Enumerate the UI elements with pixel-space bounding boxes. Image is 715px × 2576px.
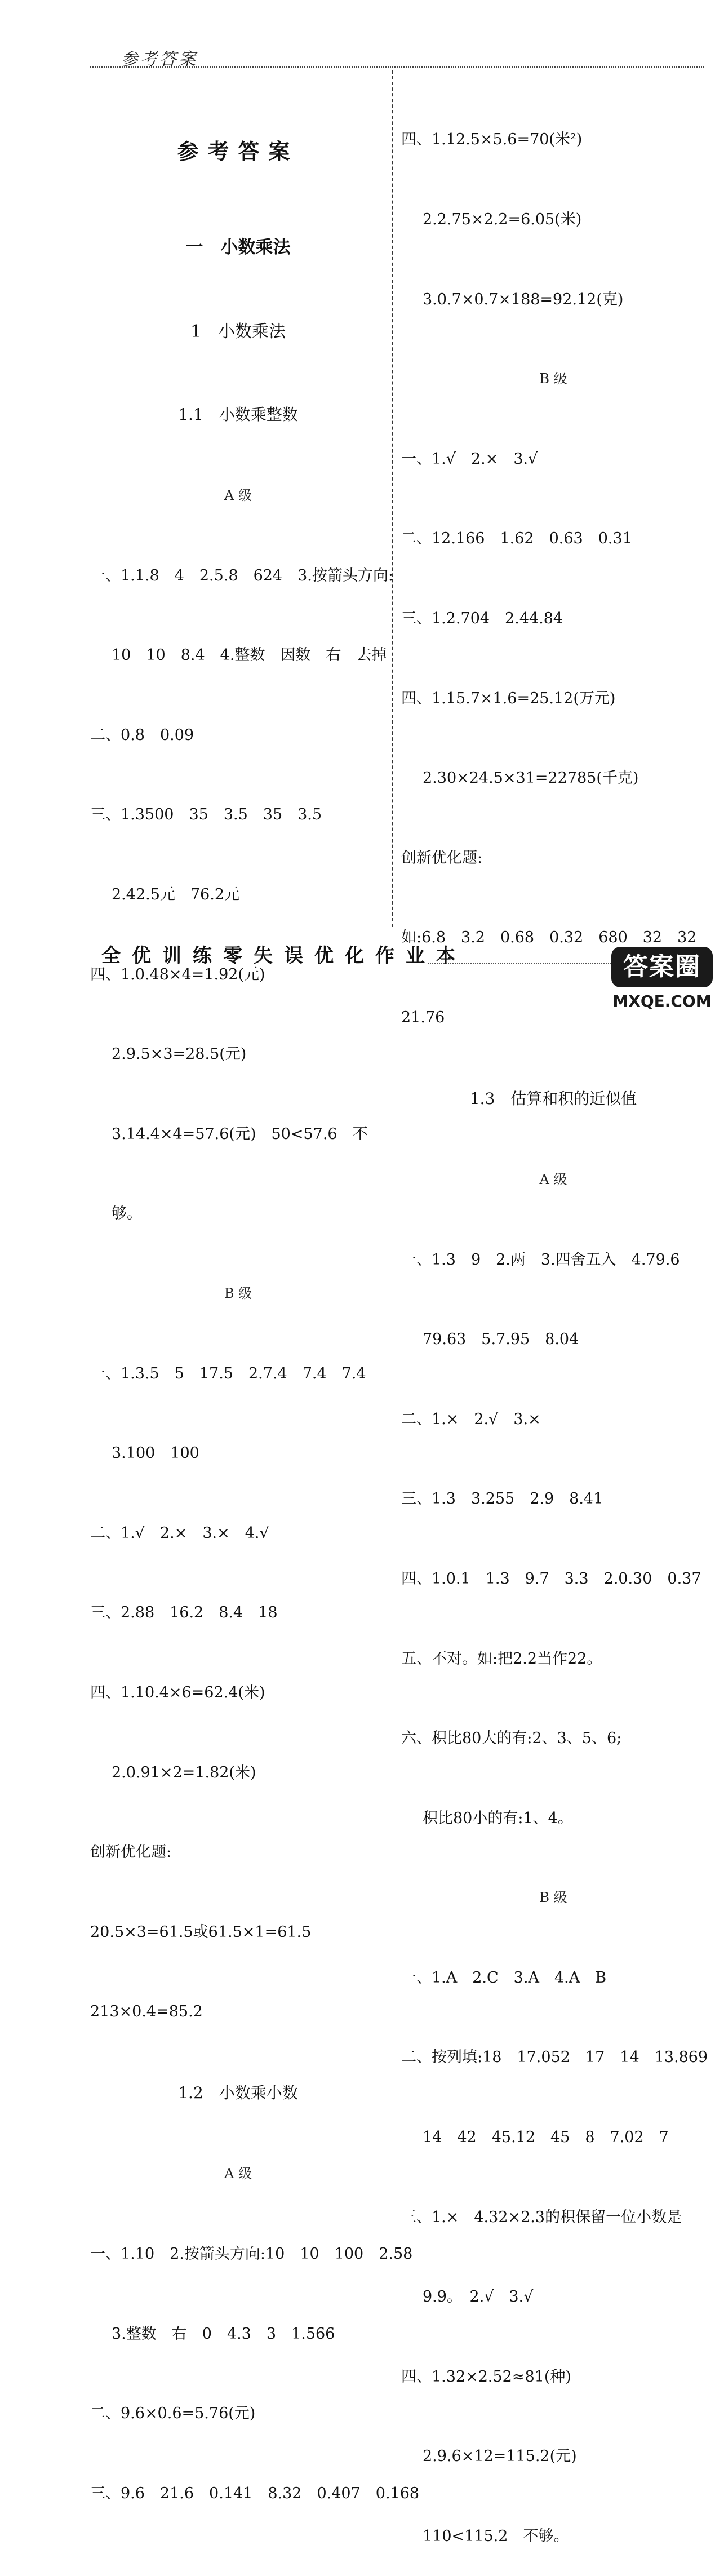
- answer-line: 三、9.6 21.6 0.141 8.32 0.407 0.168: [90, 2484, 420, 2502]
- subsection-heading: 1.2 小数乘小数: [178, 2083, 298, 2102]
- answer-line: 三、1.× 4.32×2.3的积保留一位小数是: [401, 2208, 682, 2226]
- answer-line: 2.2.75×2.2=6.05(米): [423, 211, 582, 228]
- column-divider: [392, 70, 393, 927]
- left-column: [90, 73, 420, 2533]
- answer-line: 213×0.4=85.2: [90, 2003, 203, 2021]
- answer-line: 二、12.166 1.62 0.63 0.31: [401, 530, 632, 548]
- level-label: B 级: [539, 371, 567, 387]
- answer-line: 四、1.15.7×1.6=25.12(万元): [401, 689, 616, 707]
- answer-line: 四、1.0.1 1.3 9.7 3.3 2.0.30 0.37: [401, 1569, 701, 1588]
- answer-line: 一、1.3.5 5 17.5 2.7.4 7.4 7.4: [90, 1364, 366, 1382]
- answer-line: 2.0.91×2=1.82(米): [112, 1763, 256, 1781]
- footer-series-title: 全优训练零失误优化作业本: [101, 945, 467, 967]
- answer-line: 一、1.√ 2.× 3.√: [401, 450, 538, 468]
- answer-line: 三、2.88 16.2 8.4 18: [90, 1604, 278, 1622]
- answer-line: 四、1.0.48×4=1.92(元): [90, 965, 265, 983]
- answer-line: 三、1.2.704 2.44.84: [401, 609, 563, 627]
- answer-line: 二、1.× 2.√ 3.×: [401, 1410, 541, 1428]
- answer-line: 四、1.32×2.52≈81(种): [401, 2367, 571, 2386]
- subsection-heading: 1.1 小数乘整数: [178, 405, 298, 424]
- answer-line: 14 42 45.12 45 8 7.02 7: [423, 2129, 669, 2147]
- answer-line: 创新优化题:: [401, 849, 483, 867]
- answer-line: 如:6.8 3.2 0.68 0.32 680 32 32: [401, 929, 697, 947]
- level-label: A 级: [539, 1171, 567, 1187]
- page-title: 参考答案: [177, 139, 299, 165]
- watermark-logo: [611, 947, 713, 1012]
- answer-line: 20.5×3=61.5或61.5×1=61.5: [90, 1923, 312, 1941]
- section-heading: 1 小数乘法: [190, 322, 286, 342]
- footer-rule: [428, 963, 620, 964]
- level-label: A 级: [224, 487, 252, 504]
- answer-line: 2.30×24.5×31=22785(千克): [423, 769, 639, 787]
- answer-line: 二、9.6×0.6=5.76(元): [90, 2405, 256, 2423]
- header-title: 参考答案: [121, 50, 198, 69]
- level-label: B 级: [539, 1890, 567, 1906]
- answer-line: 二、1.√ 2.× 3.× 4.√: [90, 1524, 269, 1542]
- subsection-heading: 1.3 估算和积的近似值: [469, 1089, 637, 1108]
- answer-line: 五、不对。如:把2.2当作22。: [401, 1650, 602, 1668]
- answer-line: 四、1.12.5×5.6=70(米²): [401, 131, 583, 149]
- answer-line: 10 10 8.4 4.整数 因数 右 去掉: [112, 646, 387, 664]
- right-column: [401, 73, 708, 2576]
- answer-line: 2.9.5×3=28.5(元): [112, 1045, 247, 1063]
- answer-line: 3.0.7×0.7×188=92.12(克): [423, 290, 624, 308]
- answer-line: 21.76: [401, 1008, 445, 1026]
- chapter-heading: 一 小数乘法: [185, 237, 291, 258]
- answer-line: 一、1.3 9 2.两 3.四舍五入 4.79.6: [401, 1251, 680, 1269]
- watermark-logo-url: MXQE.COM: [612, 992, 712, 1010]
- answer-line: 3.整数 右 0 4.3 3 1.566: [112, 2325, 335, 2343]
- answer-line: 二、0.8 0.09: [90, 726, 194, 744]
- answer-line: 三、1.3 3.255 2.9 8.41: [401, 1490, 603, 1508]
- watermark-logo-text: 答案圈: [611, 947, 713, 987]
- answer-line: 一、1.1.8 4 2.5.8 624 3.按箭头方向:: [90, 566, 393, 584]
- answer-line: 2.42.5元 76.2元: [112, 886, 239, 903]
- answer-line: 二、按列填:18 17.052 17 14 13.869: [401, 2049, 708, 2067]
- answer-line: 积比80小的有:1、4。: [423, 1809, 573, 1827]
- answer-line: 四、1.10.4×6=62.4(米): [90, 1683, 265, 1701]
- answer-line: 3.100 100: [112, 1444, 199, 1462]
- answer-line: 3.14.4×4=57.6(元) 50<57.6 不: [112, 1125, 368, 1143]
- answer-line: 79.63 5.7.95 8.04: [423, 1331, 579, 1349]
- answer-line: 110<115.2 不够。: [423, 2528, 569, 2546]
- answer-line: 2.9.6×12=115.2(元): [423, 2448, 577, 2466]
- answer-line: 六、积比80大的有:2、3、5、6;: [401, 1730, 622, 1748]
- answer-line: 够。: [112, 1205, 142, 1223]
- level-label: A 级: [224, 2166, 252, 2182]
- answer-line: 一、1.A 2.C 3.A 4.A B: [401, 1968, 607, 1987]
- answer-line: 9.9。 2.√ 3.√: [423, 2288, 534, 2306]
- header-rule: [90, 66, 704, 68]
- answer-line: 一、1.10 2.按箭头方向:10 10 100 2.58: [90, 2245, 413, 2263]
- answer-line: 三、1.3500 35 3.5 35 3.5: [90, 806, 322, 824]
- level-label: B 级: [224, 1285, 252, 1301]
- answer-line: 创新优化题:: [90, 1843, 172, 1861]
